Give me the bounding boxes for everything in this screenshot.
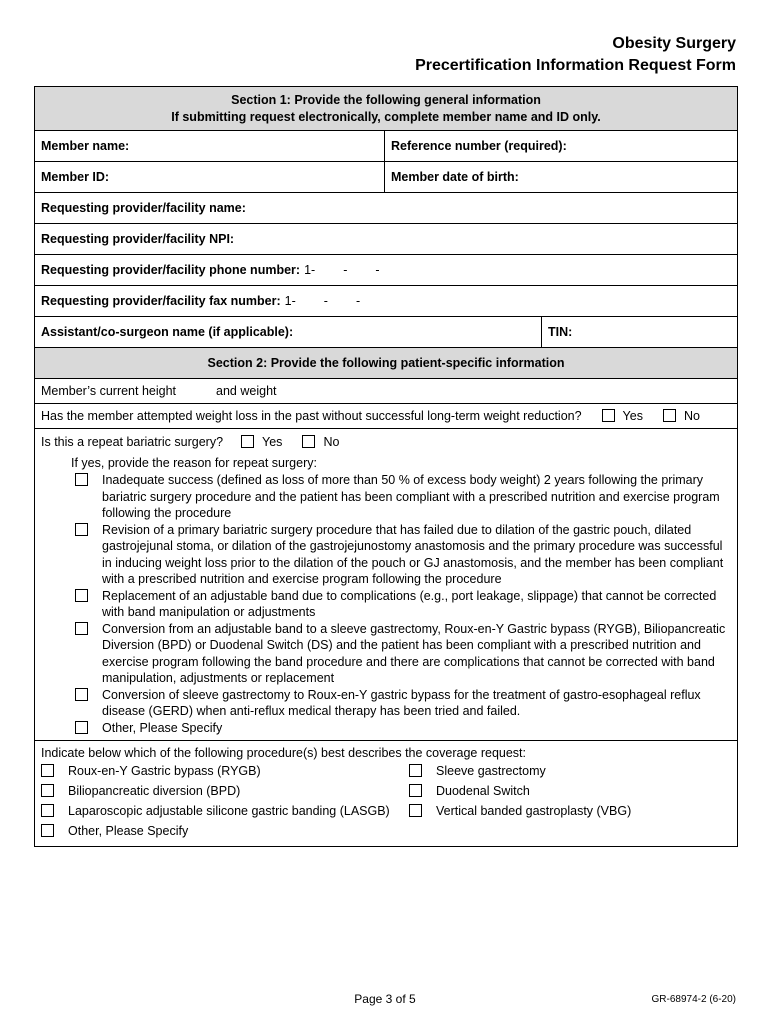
if-yes-instruction: If yes, provide the reason for repeat surgery: [71, 456, 317, 470]
reference-number-field[interactable] [385, 131, 737, 161]
section1-subheading: If submitting request electronically, complete member name and ID only. [171, 110, 601, 124]
reason-checkbox[interactable] [75, 622, 88, 635]
reason-text: Conversion of sleeve gastrectomy to Roux-en-Y gastric bypass for the treatment of gastro-esophageal reflux disease (GERD) when anti-reflux medical therapy has been tried and failed. [102, 687, 701, 718]
provider-fax-field[interactable] [35, 286, 360, 316]
assistant-field[interactable] [35, 317, 542, 347]
provider-fax-row [35, 286, 737, 317]
reason-item [75, 588, 731, 621]
procedure-checkbox[interactable] [409, 764, 422, 777]
provider-fax-label: Requesting provider/facility fax number: [41, 294, 281, 308]
tin-field[interactable] [542, 317, 737, 347]
fax-dash-1: - [323, 294, 328, 308]
member-dob-label: Member date of birth: [391, 170, 519, 184]
reason-text: Other, Please Specify [102, 720, 223, 735]
fax-dash-2: - [355, 294, 361, 308]
procedure-item [409, 762, 731, 780]
weight-loss-no-label: No [683, 409, 700, 423]
section1-header [35, 87, 737, 131]
procedure-checkbox[interactable] [409, 784, 422, 797]
procedures-block [35, 741, 737, 846]
repeat-yes-label: Yes [262, 435, 283, 449]
reason-item [75, 522, 731, 588]
member-name-label: Member name: [41, 139, 130, 153]
member-name-row [35, 131, 737, 162]
reason-item [75, 472, 731, 522]
procedure-label: Laparoscopic adjustable silicone gastric banding (LASGB) [68, 804, 390, 818]
provider-name-field[interactable] [35, 193, 246, 223]
provider-phone-label: Requesting provider/facility phone number: [41, 263, 301, 277]
member-id-row [35, 162, 737, 193]
procedures-grid [41, 762, 731, 840]
reason-checkbox[interactable] [75, 523, 88, 536]
procedure-item [41, 762, 409, 780]
repeat-no-checkbox[interactable] [302, 435, 315, 448]
procedure-checkbox[interactable] [409, 804, 422, 817]
repeat-surgery-block [35, 429, 737, 741]
form-code: GR-68974-2 (6-20) [651, 994, 736, 1005]
provider-phone-row [35, 255, 737, 286]
reason-checkbox[interactable] [75, 688, 88, 701]
procedure-label: Sleeve gastrectomy [436, 764, 546, 778]
provider-npi-row [35, 224, 737, 255]
assistant-label: Assistant/co-surgeon name (if applicable): [41, 325, 294, 339]
fax-prefix: 1- [284, 294, 296, 308]
procedure-item [409, 802, 731, 820]
tin-label: TIN: [548, 325, 573, 339]
assistant-row [35, 317, 737, 347]
member-dob-field[interactable] [385, 162, 737, 192]
weight-loss-row [35, 404, 737, 429]
phone-dash-1: - [343, 263, 348, 277]
weight-label: and weight [216, 384, 277, 398]
repeat-surgery-question-row [41, 433, 731, 451]
height-weight-row [35, 379, 737, 404]
procedure-item [41, 802, 409, 820]
procedure-label: Duodenal Switch [436, 784, 530, 798]
weight-loss-yes-checkbox[interactable] [602, 409, 615, 422]
member-name-field[interactable] [35, 131, 385, 161]
repeat-yes-checkbox[interactable] [241, 435, 254, 448]
member-id-label: Member ID: [41, 170, 110, 184]
procedure-checkbox[interactable] [41, 824, 54, 837]
procedure-checkbox[interactable] [41, 784, 54, 797]
page-number: Page 3 of 5 [354, 992, 416, 1006]
procedure-checkbox[interactable] [41, 804, 54, 817]
procedure-item [41, 822, 409, 840]
repeat-surgery-question: Is this a repeat bariatric surgery? [41, 435, 224, 449]
weight-loss-no-checkbox[interactable] [663, 409, 676, 422]
procedure-checkbox[interactable] [41, 764, 54, 777]
height-label: Member’s current height [41, 384, 177, 398]
reason-text: Revision of a primary bariatric surgery procedure that has failed due to dilation of the gastric pouch, dilated gastrojejunal stoma, or dilation of the gastrojejunostomy anastomosis and the primary procedure was successful in inducing weight loss prior to the dilation of the pouch or GJ anastomosis, and the member has been compliant with a prescribed nutrition and exercise program following the procedure [102, 522, 724, 586]
provider-npi-field[interactable] [35, 224, 234, 254]
procedure-item [41, 782, 409, 800]
procedure-label: Roux-en-Y Gastric bypass (RYGB) [68, 764, 261, 778]
repeat-no-label: No [323, 435, 340, 449]
reason-text: Replacement of an adjustable band due to complications (e.g., port leakage, slippage) that cannot be corrected with band manipulation or adjustments [102, 588, 717, 619]
weight-loss-question: Has the member attempted weight loss in the past without successful long-term weight reduction? [41, 409, 582, 423]
provider-phone-field[interactable] [35, 255, 380, 285]
procedure-label: Vertical banded gastroplasty (VBG) [436, 804, 632, 818]
form-title-line2: Precertification Information Request Form [415, 57, 736, 74]
form-title-line1: Obesity Surgery [612, 35, 736, 52]
form-table [34, 86, 738, 847]
procedure-label: Biliopancreatic diversion (BPD) [68, 784, 241, 798]
reason-checkbox[interactable] [75, 721, 88, 734]
weight-loss-yes-label: Yes [622, 409, 643, 423]
reason-text: Inadequate success (defined as loss of more than 50 % of excess body weight) 2 years following the primary bariatric surgery procedure and the patient has been compliant with a prescribed nutrition and exercise program following the procedure [102, 473, 720, 520]
reason-item [75, 720, 731, 737]
reason-text: Conversion from an adjustable band to a sleeve gastrectomy, Roux-en-Y Gastric bypass (RYGB), Biliopancreatic Diversion (BPD) or Duodenal Switch (DS) and the patient has been compliant with a prescribed nutrition and exercise program following the band procedure and there are complications that cannot be corrected with band manipulation, adjustments or replacement [102, 621, 726, 685]
reason-checkbox[interactable] [75, 589, 88, 602]
reason-checkbox[interactable] [75, 473, 88, 486]
section1-heading: Section 1: Provide the following general information [231, 93, 541, 107]
section2-heading: Section 2: Provide the following patient-specific information [35, 347, 737, 379]
procedure-label: Other, Please Specify [68, 824, 189, 838]
reason-item [75, 687, 731, 720]
reason-item [75, 621, 731, 687]
member-id-field[interactable] [35, 162, 385, 192]
phone-prefix: 1- [304, 263, 316, 277]
procedure-item [409, 782, 731, 800]
provider-name-label: Requesting provider/facility name: [41, 201, 246, 215]
phone-dash-2: - [375, 263, 380, 277]
provider-name-row [35, 193, 737, 224]
procedures-intro: Indicate below which of the following procedure(s) best describes the coverage request: [41, 746, 526, 760]
provider-npi-label: Requesting provider/facility NPI: [41, 232, 235, 246]
reference-number-label: Reference number (required): [391, 139, 567, 153]
